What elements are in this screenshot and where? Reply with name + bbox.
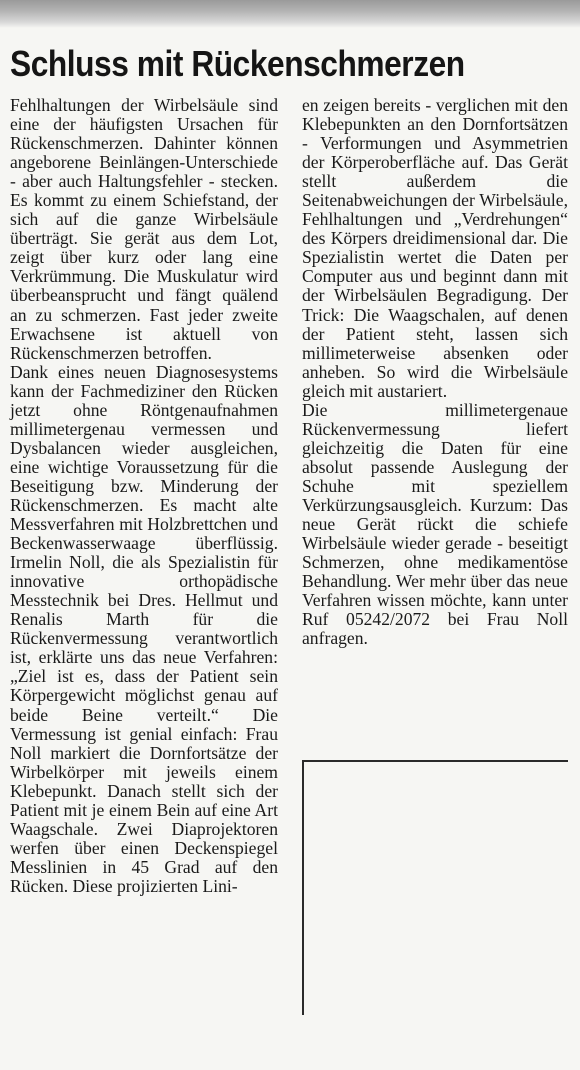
box-border-left — [302, 760, 304, 1015]
article-headline: Schluss mit Rückenschmerzen — [10, 43, 465, 84]
article-column-left — [10, 96, 278, 896]
top-banner-strip — [0, 0, 580, 28]
paragraph: Fehlhaltungen der Wirbelsäule sind eine der häufigsten Ursachen für Rückenschmerzen. Dahinter können angeborene Beinlängen-Unterschiede - aber auch Haltungsfehler - stecken. Es kommt zu einem Schiefstand, der sich auf die ganze Wirbelsäule überträgt. Sie gerät aus dem Lot, zeigt über kurz oder lang eine Verkrümmung. Die Muskulatur wird überbeansprucht und fängt quälend an zu schmerzen. Fast jeder zweite Erwachsene ist aktuell von Rückenschmerzen betroffen. — [10, 95, 278, 363]
box-border-top — [302, 760, 568, 762]
article-column-right — [302, 96, 568, 648]
paragraph: Dank eines neuen Diagnosesystems kann der Fachmediziner den Rücken jetzt ohne Röntgenaufnahmen millimetergenau vermessen und Dysbalancen wieder ausgleichen, eine wichtige Voraussetzung für die Beseitigung bzw. Minderung der Rückenschmerzen. Es macht alte Messverfahren mit Holzbrettchen und Beckenwasserwaage überflüssig. Irmelin Noll, die als Spezialistin für innovative orthopädische Messtechnik bei Dres. Hellmut und Renalis Marth für die Rückenvermessung verantwortlich ist, erklärte uns das neue Verfahren: „Ziel ist es, dass der Patient sein Körpergewicht möglichst genau auf beide Beine verteilt.“ Die Vermessung ist genial einfach: Frau Noll markiert die Dornfortsätze der Wirbelkörper mit jeweils einem Klebepunkt. Danach stellt sich der Patient mit je einem Bein auf eine Art Waagschale. Zwei Diaprojektoren werfen über einen Deckenspiegel Messlinien in 45 Grad auf den Rücken. Diese projizierten Lini- — [10, 361, 278, 896]
paragraph: en zeigen bereits - verglichen mit den Klebepunkten an den Dornfortsätzen - Verformungen und Asymmetrien der Körperoberfläche auf. Das Gerät stellt außerdem die Seitenabweichungen der Wirbelsäule, Fehlhaltungen und „Verdrehungen“ des Körpers dreidimensional dar. Die Spezialistin wertet die Daten per Computer aus und beginnt dann mit der Wirbelsäulen Begradigung. Der Trick: Die Waagschalen, auf denen der Patient steht, lassen sich millimeterweise absenken oder anheben. So wird die Wirbelsäule gleich mit austariert. — [302, 95, 568, 401]
paragraph: Die millimetergenaue Rückenvermessung liefert gleichzeitig die Daten für eine absolut passende Auslegung der Schuhe mit speziellem Verkürzungsausgleich. Kurzum: Das neue Gerät rückt die schiefe Wirbelsäule wieder gerade - beseitigt Schmerzen, ohne medikamentöse Behandlung. Wer mehr über das neue Verfahren wissen möchte, kann unter Ruf 05242/2072 bei Frau Noll anfragen. — [302, 399, 568, 649]
